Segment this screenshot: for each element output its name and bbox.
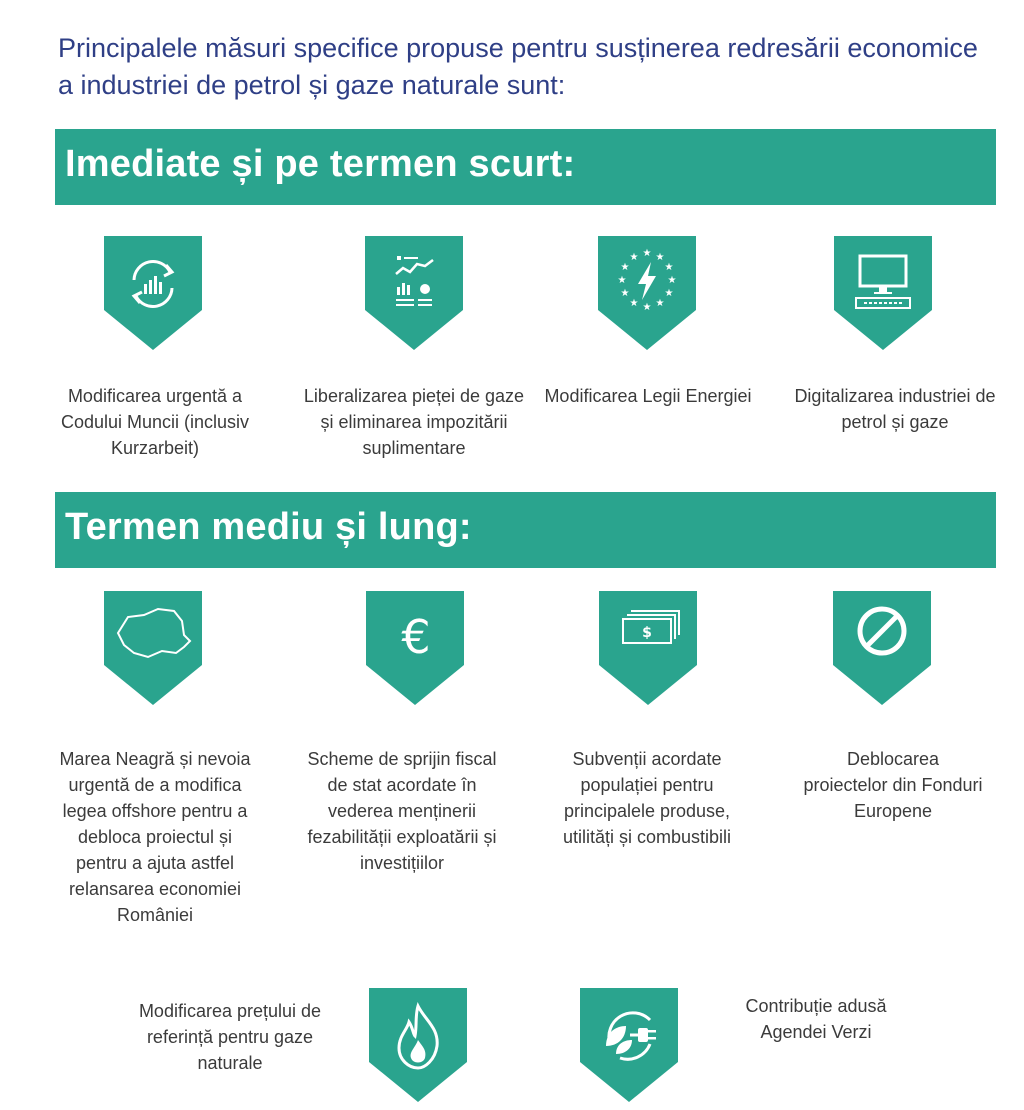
svg-text:€: €: [401, 610, 431, 664]
romania-map-icon: [104, 587, 202, 705]
svg-text:★: ★: [667, 275, 677, 286]
svg-text:★: ★: [629, 252, 639, 263]
svg-text:$: $: [642, 625, 652, 641]
measure-label: Subvenții acordate populației pentru principalele produse, utilități și combustibili: [562, 749, 732, 847]
eu-energy-icon: [598, 232, 696, 350]
measure-item: [533, 383, 763, 409]
svg-text:★: ★: [664, 288, 674, 299]
computer-icon: [834, 232, 932, 350]
flame-icon: [369, 984, 467, 1102]
measure-item: [287, 746, 517, 876]
svg-text:★: ★: [642, 302, 652, 313]
svg-text:★: ★: [664, 262, 674, 273]
measure-label: Modificarea Legii Energiei: [544, 386, 752, 406]
measure-item: [532, 746, 762, 850]
report-chart-icon: [365, 232, 463, 350]
measure-label: Modificarea urgentă a Codului Muncii (inclusiv Kurzarbeit): [60, 386, 250, 458]
svg-text:★: ★: [620, 262, 630, 273]
section-heading: Termen mediu și lung:: [65, 506, 472, 548]
chart-refresh-icon: [104, 232, 202, 350]
section-banner-short-term: [55, 129, 996, 205]
section-banner-long-term: [55, 492, 996, 568]
svg-text:★: ★: [620, 288, 630, 299]
svg-text:★: ★: [655, 252, 665, 263]
green-plug-icon: [580, 984, 678, 1102]
green-agenda-label: Contribuție adusă Agendei Verzi: [745, 996, 887, 1042]
measure-item: [299, 383, 529, 461]
section-heading: Imediate și pe termen scurt:: [65, 143, 576, 185]
measure-item: [778, 746, 1008, 824]
euro-icon: [366, 587, 464, 705]
svg-text:★: ★: [642, 248, 652, 259]
svg-text:★: ★: [655, 298, 665, 309]
measure-label: Marea Neagră și nevoia urgentă de a modifica legea offshore pentru a debloca proiectul și pentru a ajuta astfel relansarea economiei României: [59, 749, 251, 925]
blocked-icon: [833, 587, 931, 705]
gas-price-label: Modificarea prețului de referință pentru gaze naturale: [138, 1001, 322, 1073]
measure-label: Scheme de sprijin fiscal de stat acordate în vederea menținerii fezabilității exploatării și investițiilor: [307, 749, 497, 873]
svg-text:★: ★: [629, 298, 639, 309]
svg-text:★: ★: [617, 275, 627, 286]
intro-text: Principalele măsuri specifice propuse pentru susținerea redresării economice a industriei de petrol și gaze naturale sunt:: [58, 33, 978, 100]
banknotes-icon: [599, 587, 697, 705]
measure-item: [780, 383, 1010, 435]
measure-label: Digitalizarea industriei de petrol și gaze: [794, 386, 996, 432]
measure-item: [40, 746, 270, 928]
measure-label: Deblocarea proiectelor din Fonduri Europene: [803, 749, 983, 821]
measure-item: [40, 383, 270, 461]
measure-label: Liberalizarea pieței de gaze și eliminarea impozitării suplimentare: [303, 386, 525, 458]
